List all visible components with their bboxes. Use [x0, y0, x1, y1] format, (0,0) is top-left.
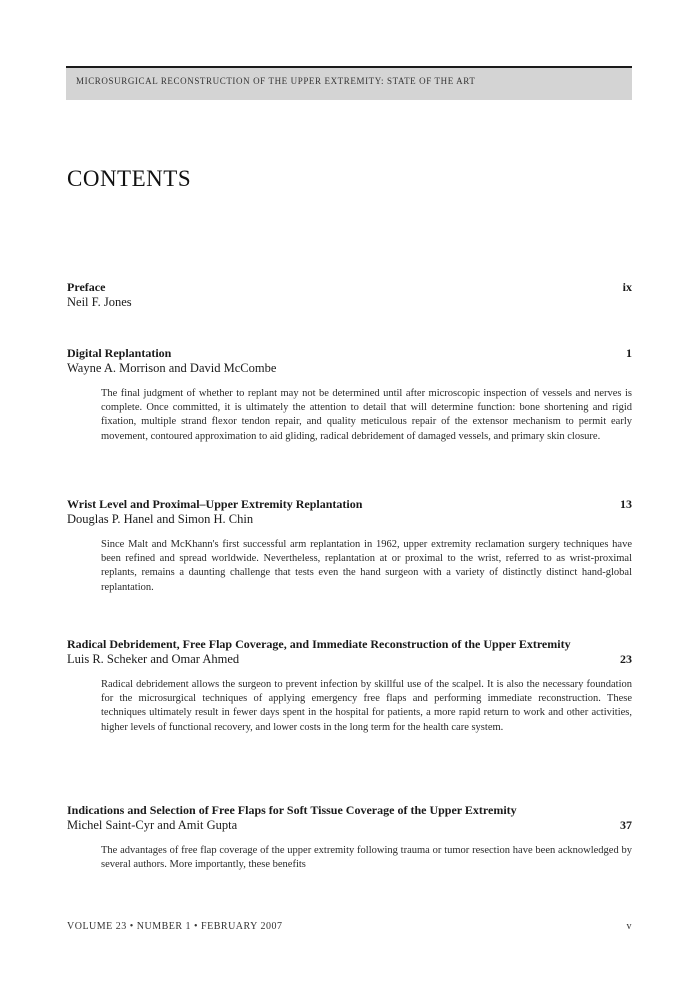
running-header	[66, 66, 632, 100]
entry-title: Wrist Level and Proximal–Upper Extremity Replantation	[67, 497, 363, 511]
entry-abstract: The final judgment of whether to replant may not be determined until after microscopic inspection of vessels and nerves is complete. Once committed, it is ultimately the attention to detail that will determine function: bone shortening and rigid fixation, multiple strand flexor tendon repair, and quality meticulous repair of the extensor mechanism to permit early movement, contoured approximation to aid gliding, radical debridement of damaged vessels, and primary skin closure.	[101, 388, 632, 442]
entry-title: Digital Replantation	[67, 346, 172, 360]
contents-entry-radical-debridement[interactable]	[67, 637, 632, 803]
page-footer	[67, 921, 632, 935]
page-title: CONTENTS	[67, 166, 192, 191]
entry-title: Radical Debridement, Free Flap Coverage, and Immediate Reconstruction of the Upper Extremity	[67, 637, 571, 651]
entry-page-number: 23	[620, 652, 632, 666]
issue-info: VOLUME 23 • NUMBER 1 • FEBRUARY 2007	[67, 921, 283, 932]
entry-authors: Douglas P. Hanel and Simon H. Chin	[67, 512, 254, 526]
contents-entry-wrist-level-replantation[interactable]	[67, 497, 632, 637]
entry-title: Preface	[67, 280, 106, 294]
contents-entry-preface[interactable]	[67, 280, 632, 346]
entry-page-number: ix	[622, 280, 632, 294]
entry-authors: Luis R. Scheker and Omar Ahmed	[67, 652, 240, 666]
contents-list	[67, 280, 632, 893]
entry-authors: Michel Saint-Cyr and Amit Gupta	[67, 818, 238, 832]
entry-abstract: The advantages of free flap coverage of the upper extremity following trauma or tumor resection have been acknowledged by several authors. More importantly, these benefits	[101, 845, 632, 871]
entry-authors: Neil F. Jones	[67, 295, 132, 309]
entry-page-number: 1	[626, 346, 632, 360]
contents-entry-free-flaps[interactable]	[67, 803, 632, 893]
contents-entry-digital-replantation[interactable]	[67, 346, 632, 497]
entry-authors: Wayne A. Morrison and David McCombe	[67, 361, 277, 375]
entry-page-number: 37	[620, 818, 632, 832]
page-number: v	[626, 921, 632, 932]
entry-abstract: Since Malt and McKhann's first successful arm replantation in 1962, upper extremity reclamation surgery techniques have been refined and spread worldwide. Nevertheless, replantation at or proximal to the wrist, referred to as wrist-proximal replants, remains a daunting challenge that tests even the hand surgeon with a variety of distinctly distinct hand-global replantation.	[101, 539, 632, 593]
entry-abstract: Radical debridement allows the surgeon to prevent infection by skillful use of the scalpel. It is also the necessary foundation for the microsurgical techniques of applying emergency free flaps and performing immediate reconstruction. These techniques ultimately result in fewer days spent in the hospital for patients, a more rapid return to work and other activities, higher levels of functional recovery, and lower costs in the long term for the health care system.	[101, 679, 632, 733]
running-title: MICROSURGICAL RECONSTRUCTION OF THE UPPER EXTREMITY: STATE OF THE ART	[76, 76, 476, 86]
entry-title: Indications and Selection of Free Flaps for Soft Tissue Coverage of the Upper Extremity	[67, 803, 517, 817]
entry-page-number: 13	[620, 497, 632, 511]
